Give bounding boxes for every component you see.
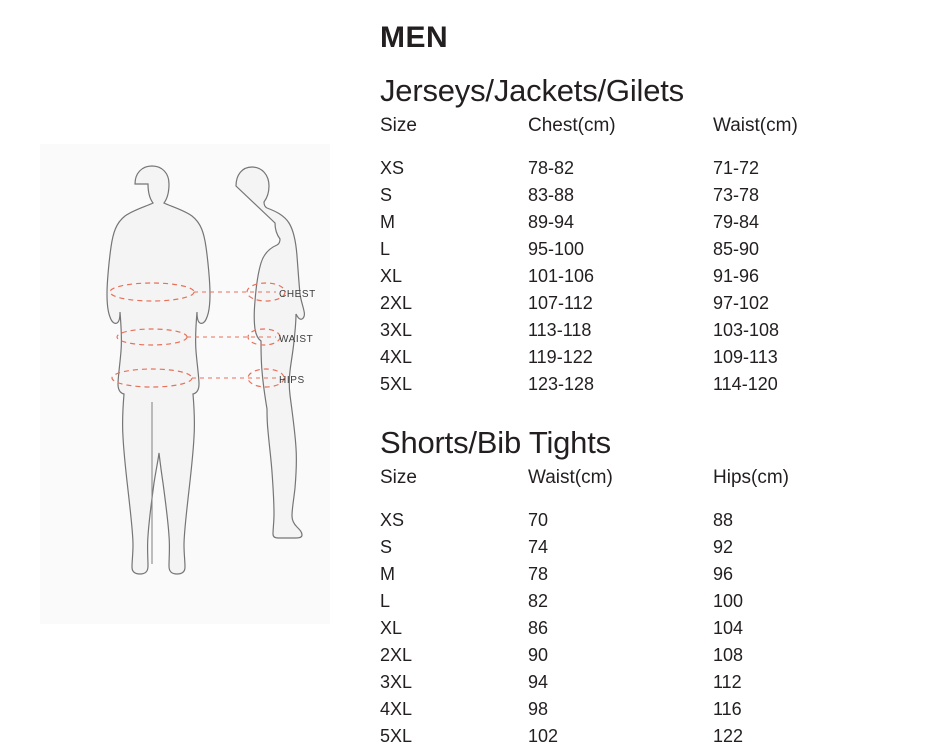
table-row — [380, 725, 910, 752]
table-row — [380, 184, 910, 211]
cell-chest: 95-100 — [528, 238, 585, 259]
body-figure-panel — [0, 0, 372, 755]
cell-chest: 89-94 — [528, 212, 575, 233]
cell-waist: 98 — [528, 698, 549, 719]
cell-waist: 74 — [528, 537, 549, 558]
table-row — [380, 211, 910, 238]
size-table-jerseys — [380, 116, 910, 399]
cell-chest: 107-112 — [528, 292, 593, 313]
cell-chest: 113-118 — [528, 319, 592, 340]
cell-hips: 88 — [713, 510, 734, 531]
cell-size: M — [380, 212, 395, 233]
table-header-row — [380, 116, 910, 157]
column-header-waist: Waist(cm) — [528, 467, 613, 489]
table-row — [380, 590, 910, 617]
table-row — [380, 617, 910, 644]
table-header-row — [380, 468, 910, 509]
section-title-jerseys: Jerseys/Jackets/Gilets — [380, 72, 684, 108]
cell-hips: 122 — [713, 725, 744, 746]
table-row — [380, 509, 910, 536]
column-header-waist: Waist(cm) — [713, 115, 798, 137]
table-row — [380, 373, 910, 400]
cell-size: 5XL — [380, 725, 413, 746]
cell-size: M — [380, 564, 395, 585]
cell-size: 2XL — [380, 292, 413, 313]
front-body-outline — [107, 166, 210, 574]
cell-waist: 70 — [528, 510, 549, 531]
cell-size: XS — [380, 158, 405, 179]
cell-size: L — [380, 238, 391, 259]
cell-waist: 103-108 — [713, 319, 780, 340]
cell-size: 4XL — [380, 346, 413, 367]
table-row — [380, 319, 910, 346]
table-row — [380, 238, 910, 265]
waist-label: WAIST — [279, 334, 314, 345]
cell-chest: 101-106 — [528, 265, 595, 286]
cell-waist: 79-84 — [713, 212, 760, 233]
cell-chest: 123-128 — [528, 373, 595, 394]
cell-waist: 78 — [528, 564, 549, 585]
hips-label: HIPS — [279, 375, 305, 386]
cell-size: L — [380, 591, 391, 612]
cell-size: S — [380, 185, 393, 206]
cell-size: 2XL — [380, 644, 413, 665]
cell-size: XL — [380, 265, 403, 286]
cell-waist: 71-72 — [713, 158, 760, 179]
cell-size: 3XL — [380, 671, 413, 692]
cell-chest: 83-88 — [528, 185, 575, 206]
column-header-hips: Hips(cm) — [713, 467, 789, 489]
cell-size: S — [380, 537, 393, 558]
section-title-shorts: Shorts/Bib Tights — [380, 424, 611, 460]
cell-waist: 94 — [528, 671, 549, 692]
table-row — [380, 292, 910, 319]
cell-waist: 82 — [528, 591, 549, 612]
cell-waist: 86 — [528, 617, 549, 638]
cell-waist: 90 — [528, 644, 549, 665]
cell-hips: 104 — [713, 617, 744, 638]
cell-size: 3XL — [380, 319, 413, 340]
cell-size: 4XL — [380, 698, 413, 719]
table-row — [380, 563, 910, 590]
cell-waist: 73-78 — [713, 185, 760, 206]
table-row — [380, 536, 910, 563]
cell-waist: 85-90 — [713, 238, 760, 259]
page-title: MEN — [380, 21, 449, 54]
cell-hips: 112 — [713, 671, 742, 692]
column-header-chest: Chest(cm) — [528, 115, 616, 137]
side-body-outline — [236, 167, 304, 538]
cell-waist: 97-102 — [713, 292, 770, 313]
cell-waist: 102 — [528, 725, 559, 746]
cell-hips: 116 — [713, 698, 742, 719]
cell-hips: 108 — [713, 644, 744, 665]
size-table-shorts — [380, 468, 910, 751]
column-header-size: Size — [380, 467, 417, 489]
cell-chest: 78-82 — [528, 158, 575, 179]
cell-size: XL — [380, 617, 403, 638]
cell-hips: 100 — [713, 591, 744, 612]
table-row — [380, 157, 910, 184]
cell-size: 5XL — [380, 373, 413, 394]
table-row — [380, 346, 910, 373]
size-tables-content — [372, 0, 938, 755]
table-row — [380, 265, 910, 292]
cell-waist: 114-120 — [713, 373, 778, 394]
cell-waist: 109-113 — [713, 346, 778, 367]
table-row — [380, 671, 910, 698]
cell-hips: 92 — [713, 537, 734, 558]
cell-size: XS — [380, 510, 405, 531]
cell-waist: 91-96 — [713, 265, 760, 286]
chest-label: CHEST — [279, 289, 316, 300]
table-row — [380, 644, 910, 671]
table-row — [380, 698, 910, 725]
cell-hips: 96 — [713, 564, 734, 585]
column-header-size: Size — [380, 115, 417, 137]
cell-chest: 119-122 — [528, 346, 593, 367]
